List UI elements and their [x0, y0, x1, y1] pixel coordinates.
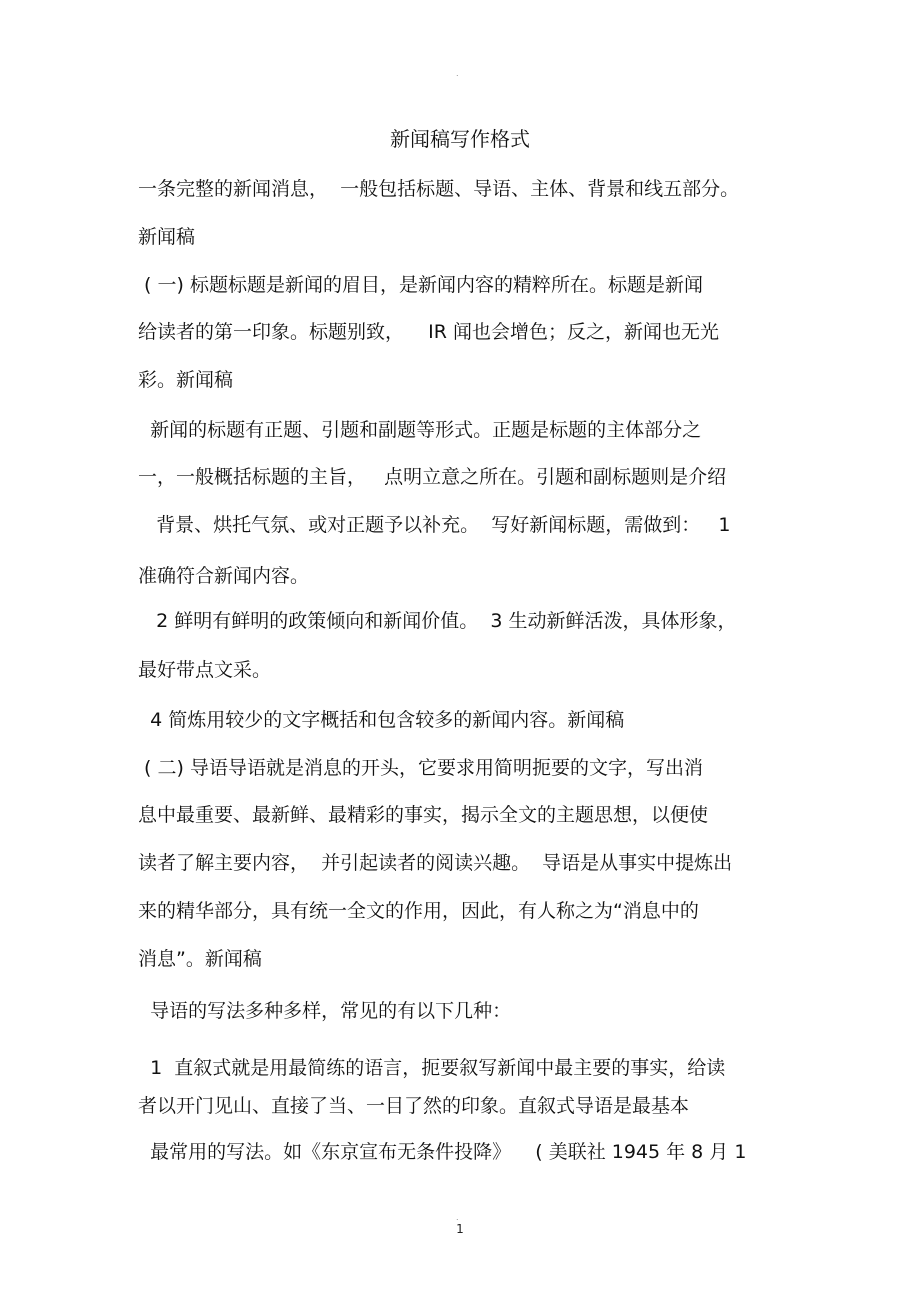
body-line: 2 鲜明有鲜明的政策倾向和新闻价值。 3 生动新鲜活泼，具体形象，: [138, 610, 737, 632]
body-line: ( 一) 标题标题是新闻的眉目，是新闻内容的精粹所在。标题是新闻: [138, 274, 703, 296]
body-line: 4 简炼用较少的文字概括和包含较多的新闻内容。新闻稿: [138, 709, 625, 731]
body-line: 最好带点文采。: [138, 659, 272, 681]
page-number: 1: [456, 1222, 464, 1236]
header-dot: .: [456, 69, 459, 78]
body-line: 一条完整的新闻消息， 一般包括标题、导语、主体、背景和线五部分。: [138, 178, 740, 200]
body-line: 读者了解主要内容， 并引起读者的阅读兴趣。 导语是从事实中提炼出: [138, 852, 733, 874]
document-title: 新闻稿写作格式: [390, 127, 530, 151]
body-line: 新闻的标题有正题、引题和副题等形式。正题是标题的主体部分之: [138, 419, 702, 441]
body-line: ( 二) 导语导语就是消息的开头，它要求用简明扼要的文字，写出消: [138, 757, 703, 779]
footer-dot: .: [456, 1213, 459, 1222]
body-line: 准确符合新闻内容。: [138, 565, 310, 587]
body-line: 新闻稿: [138, 226, 196, 248]
body-line: 导语的写法多种多样，常见的有以下几种：: [138, 1000, 512, 1022]
body-line: 息中最重要、最新鲜、最精彩的事实，揭示全文的主题思想，以便使: [138, 804, 709, 826]
body-line: 彩。新闻稿: [138, 369, 234, 391]
body-line: 消息”。新闻稿: [138, 948, 262, 970]
body-line: 者以开门见山、直接了当、一目了然的印象。直叙式导语是最基本: [138, 1095, 690, 1117]
body-line: 最常用的写法。如《东京宣布无条件投降》 ( 美联社 1945 年 8 月 1: [138, 1141, 747, 1163]
body-line: 背景、烘托气氛、或对正题予以补充。 写好新闻标题，需做到： 1: [138, 514, 731, 536]
body-line: 给读者的第一印象。标题别致， IR 闻也会增色；反之，新闻也无光: [138, 321, 720, 343]
body-line: 1 直叙式就是用最简练的语言，扼要叙写新闻中最主要的事实，给读: [138, 1057, 726, 1079]
body-line: 来的精华部分，具有统一全文的作用，因此，有人称之为“消息中的: [138, 900, 699, 922]
body-line: 一，一般概括标题的主旨， 点明立意之所在。引题和副标题则是介绍: [138, 466, 727, 488]
